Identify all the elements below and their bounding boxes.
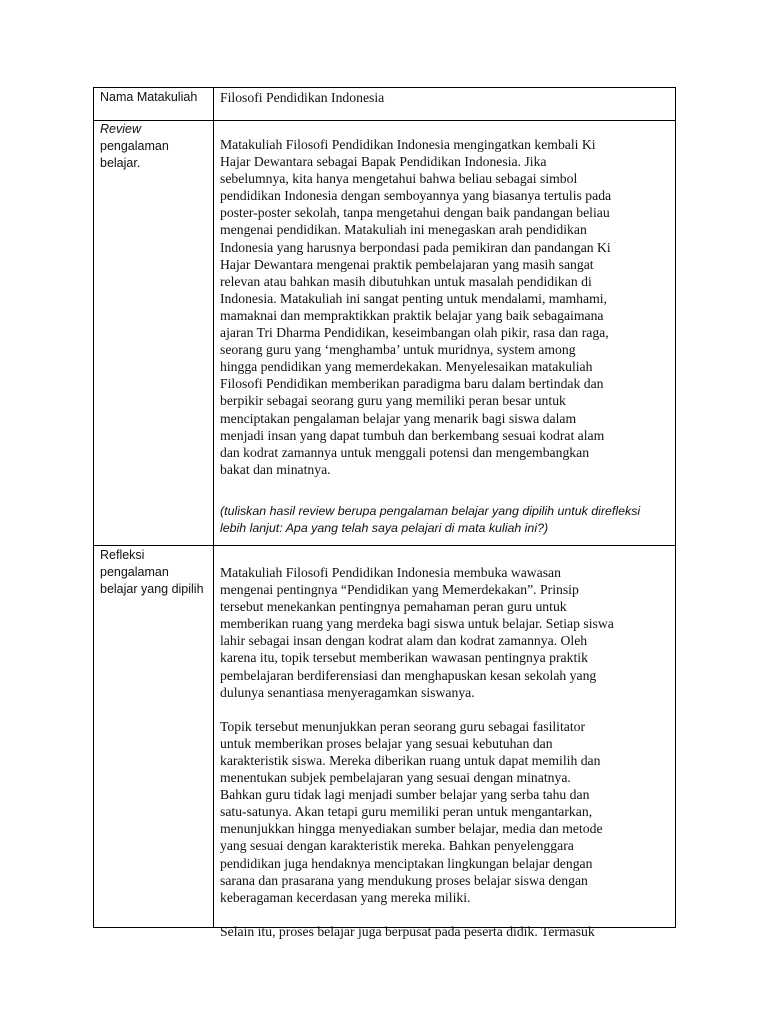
reflection-label-line-1: Refleksi	[100, 548, 145, 562]
review-paragraph: Matakuliah Filosofi Pendidikan Indonesia mengingatkan kembali Ki Hajar Dewantara sebagai Bapak Pendidikan Indonesia. Jika sebelumnya, kita hanya mengetahui bahwa beliau sebagai simbol pendidikan Indonesia dengan semboyannya yang biasanya tertulis pada poster-poster sekolah, tanpa mengetahui dengan baik pandangan beliau mengenai pendidikan. Matakuliah ini menegaskan arah pendidikan Indonesia yang harusnya berpondasi pada pemikiran dan pandangan Ki Hajar Dewantara mengenai praktik pembelajaran yang masih sangat relevan atau bahkan masih dibutuhkan untuk masalah pendidikan di Indonesia. Matakuliah ini sangat penting untuk mendalami, mamhami, mamaknai dan mempraktikkan praktik belajar yang baik sebagaimana ajaran Tri Dharma Pendidikan, keseimbangan olah pikir, rasa dan raga, seorang guru yang ‘menghamba’ untuk muridnya, system among hingga pendidikan yang memerdekakan. Menyelesaikan matakuliah Filosofi Pendidikan memberikan paradigma baru dalam bertindak dan berpikir sebagai seorang guru yang memiliki peran besar untuk menciptakan pengalaman belajar yang menarik bagi siswa dalam menjadi insan yang dapat tumbuh dan berkembang sesuai kodrat alam dan kodrat zamannya untuk menggali potensi dan mengembangkan bakat dan minatnya.	[220, 137, 612, 477]
reflection-paragraph-2: Topik tersebut menunjukkan peran seorang guru sebagai fasilitator untuk memberikan proses belajar yang sesuai kebutuhan dan karakteristik siswa. Mereka diberikan ruang untuk dapat memilih dan menentukan subjek pembelajaran yang sesuai dengan minatnya. Bahkan guru tidak lagi menjadi sumber belajar yang serba tahu dan satu-satunya. Akan tetapi guru memiliki peran untuk mengantarkan, menunjukkan hingga menyediakan sumber belajar, media dan metode yang sesuai dengan karakteristik mereka. Bahkan penyelenggara pendidikan juga hendaknya menciptakan lingkungan belajar dengan sarana dan prasarana yang mendukung proses belajar siswa dengan keberagaman kecerdasan yang mereka miliki.	[220, 718, 603, 905]
review-table	[93, 87, 676, 939]
course-name-value: Filosofi Pendidikan Indonesia	[220, 90, 385, 105]
review-label-line-3: belajar.	[100, 156, 141, 170]
reflection-paragraph-3: Selain itu, proses belajar juga berpusat pada peserta didik. Termasuk	[220, 923, 595, 939]
reflection-label-line-3: belajar yang dipilih	[100, 582, 204, 596]
column-divider	[213, 88, 214, 927]
reflection-label	[100, 547, 212, 598]
reflection-content	[220, 564, 672, 940]
review-label-line-1: Review	[100, 122, 141, 136]
course-name-label-line: Nama Matakuliah	[100, 90, 198, 104]
reflection-label-line-2: pengalaman	[100, 565, 169, 579]
review-label-line-2: pengalaman	[100, 139, 169, 153]
review-instruction: (tuliskan hasil review berupa pengalaman belajar yang dipilih untuk direfleksi lebih lanjut: Apa yang telah saya pelajari di mata kuliah ini?)	[220, 504, 641, 535]
course-name-label	[100, 89, 212, 106]
review-content	[220, 136, 672, 478]
review-label	[100, 121, 212, 172]
row-divider-2	[94, 545, 675, 546]
reflection-paragraph-1: Matakuliah Filosofi Pendidikan Indonesia membuka wawasan mengenai pentingnya “Pendidikan yang Memerdekakan”. Prinsip tersebut menekankan pentingnya pemahaman peran guru untuk memberikan ruang yang merdeka bagi siswa untuk belajar. Setiap siswa lahir sebagai insan dengan kodrat alam dan kodrat zamannya. Oleh karena itu, topik tersebut memberikan wawasan pentingnya praktik pembelajaran berdiferensiasi dan menghapuskan kesan sekolah yang dulunya senantiasa menyeragamkan siswanya.	[220, 565, 614, 700]
course-name-value-cell	[220, 89, 672, 106]
